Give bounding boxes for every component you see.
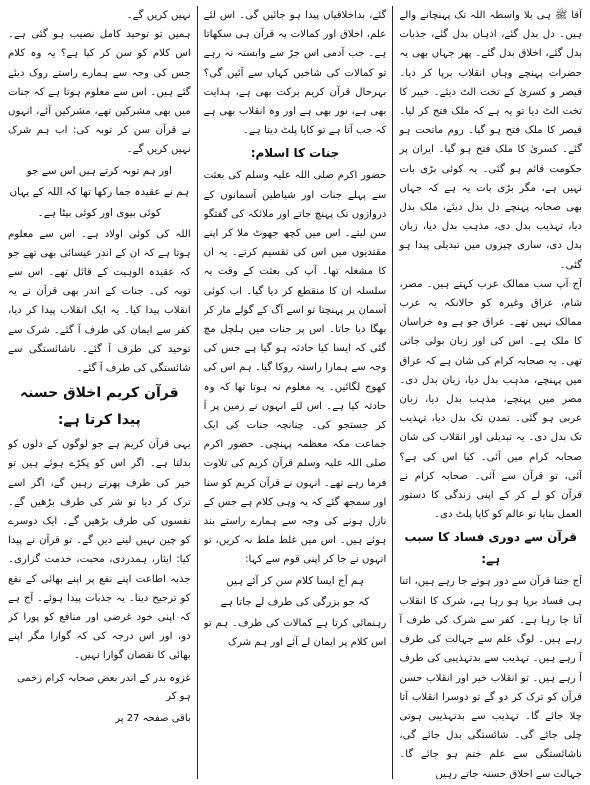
- columns: [8, 6, 582, 779]
- section-heading: قرآن سے دوری فساد کا سبب ہے:: [404, 530, 577, 567]
- quoted-line: کہ جو بزرگی کی طرف لے جاتا ہے: [220, 595, 370, 608]
- column-divider: [392, 6, 393, 779]
- paragraph: آج جتنا قرآن سے دور ہوتے جا رہے ہیں، اتنا ہی فساد برپا ہو رہا ہے، شرک کا انقلاب آتا جا رہا ہے۔ کفر سے شرک کی طرف آ رہے ہیں۔ لوگ علم سے جہالت کی طرف آ رہے ہیں۔ تہذیب سے بدتہذیبی کی طرف آ رہے ہیں۔ تو انقلاب خیر اور انقلاب حسن قرآن کو ترک کر دو گے تو دوسرا انقلاب آتا چلا جائے گا۔ تہذیب سے بدتہذیبی ہوتی چلی جائے گی۔ شائستگی بدل جائے گی، ناشائستگی سے علم ختم ہو جائے گا۔ جہالت سے اخلاق حسنہ جاتے رہیں: [399, 576, 582, 779]
- paragraph: یہی قرآن کریم ہے جو لوگوں کے دلوں کو بدلتا ہے۔ اگر اس کو پکڑے ہوئے ہیں تو خیر کی طرف پھرتے رہیں گے، اگر اسے ترک کر دیا تو شر کی طرف بڑھیں گے۔ نفسوں کی طرف بڑھیں گے۔ ایک دوسرے کو چین نہیں لینے دیں گے۔ تو قرآن نے پیدا کیا: ایثار، ہمدردی، محبت، خدمت گزاری۔ جذبہ اطاعت اپنے نفع پر اپنے بھائی کے نفع کو ترجیح دینا۔ یہ جذبات پیدا ہوئے۔ آج ہے کہ اپنی خود غرضی اور منافع کو پورا کر دو، اور اس درجہ کی کہ گوارا مگر اپنے بھائی کا نقصان گوارا نہیں۔: [7, 439, 191, 662]
- paragraph: حضور اکرم صلی اللہ علیہ وسلم کی بعثت سے پہلے جنات اور شیاطین آسمانوں کے دروازوں تک پہنچ جاتے اور ملائکہ کی گفتگو سن لیتے۔ اس میں کچھ جھوٹ ملا کر اپنے مقتدیوں میں اس کی تقسیم کرتے۔ یہ ان کا مشغلہ تھا۔ آپ کی بعثت کے وقت یہ سلسلہ ان کا منقطع کر دیا گیا۔ اب کوئی آسمان پر پہنچتا تو اسے آگ کے گولے مار کر بھگا دیا جاتا۔ اس پر جنات میں ہلچل مچ گئی کہ ایسا کیا حادثہ ہو گیا ہے جس کی وجہ سے ہمارا راستہ روکا گیا۔ ہم اس کی کھوج لگائیں۔ یہ معلوم نہ ہوتا تھا کہ وہ حادثہ کیا ہے۔ اس لئے انہوں نے زمین پر آ کر جستجو کی۔ چنانچہ جنات کی ایک جماعت مکہ معظمہ پہنچی۔ حضور اکرم صلی اللہ علیہ وسلم قرآن کریم کی تلاوت فرما رہے تھے۔ انہوں نے قرآن کریم کو سنا اور سمجھ گئے کہ یہ وہی کلام ہے جس کے نازل ہونے کی وجہ سے ہمارے راستے بند ہوئے ہیں۔ اس میں غلط ملط نہ کریں، تو انہوں نے جا کر اپنی قوم سے کہا:: [203, 170, 387, 566]
- quoted-line: ہم آج ایسا کلام سن کر آئے ہیں: [226, 574, 364, 587]
- continued-on-page: باقی صفحہ 27 پر: [115, 712, 191, 724]
- quoted-line: ہم نے عقیدہ جما رکھا تھا کہ اللہ کے یہاں: [9, 185, 190, 198]
- paragraph: اللہ کی کوئی اولاد ہے۔ اس سے معلوم ہوتا ہے کہ ان کے اندر عیسائی بھی تھے جو کہ عقیدہ الوہیت کے قائل تھے۔ اس سے توبہ کی۔ جنات کے اندر بھی قرآن نے یہ انقلاب پیدا کیا۔ یہ ایک انقلاب پیدا کر دیا، کفر سے ایمان کی طرف آ گئے۔ شرک سے توحید کی طرف آ گئے۔ ناشائستگی سے شائستگی کی طرف آ گئے۔: [7, 228, 191, 375]
- paragraph: گئے، بداخلاقیاں پیدا ہو جائیں گی۔ اس لئے علم، اخلاق اور کمالات یہ قرآن ہی سکھاتا ہے۔ جب آدمی اس جڑ سے وابستہ نہ رہے تو کمالات کی شاخیں کہاں سے آئیں گی؟ بہرحال قرآن کریم برکت بھی ہے، ہدایت بھی ہے، نور بھی ہے اور وہ انقلاب بھی ہے کہ جب آتا ہے تو کایا پلٹ دیتا ہے۔: [203, 10, 387, 137]
- column-middle: [204, 6, 387, 779]
- paragraph: آقا ﷺ ہی بلا واسطہ اللہ تک پہنچانے والے ہیں۔ دل بدل گئے، اذہان بدل گئے، جذبات بدل گئے، اخلاق بدل گئے۔ پھر جہاں بھی یہ حضرات پہنچے وہاں انقلاب برپا کر دیا۔ قیصر و کسریٰ کے تخت الٹ دیئے۔ خیبر کا تخت الٹ دیا تو یہ ہے کہ ملک فتح کر لیا۔ قیصر کا ملک فتح ہو گیا۔ روم ماتحت ہو گئے۔ کسریٰ کا ملک فتح ہو گیا۔ ایران پر حکومت قائم ہو گئی۔ یہ کوئی بڑی بات نہیں ہے، مگر بڑی بات یہ ہے کہ جہاں بھی صحابہ پہنچے دل بدل دیئے، ملک بدل دیا، تہذیب بدل دی، مذہب بدل دیا، زبان بدل دی، ساری چیزوں میں تبدیلی پیدا ہو گئی۔: [399, 10, 582, 271]
- footer-note: غزوہ بدر کے اندر بعض صحابہ کرام زخمی ہو کر: [16, 672, 191, 702]
- quoted-line: اور ہم توبہ کرتے ہیں اس سے جو: [26, 164, 172, 177]
- section-heading: قرآن کریم اخلاق حسنہ: [20, 385, 179, 402]
- paragraph: نہیں کریں گے۔: [126, 10, 191, 21]
- paragraph: ہمیں تو توحید کامل نصیب ہو گئی ہے۔ اس کلام کو سن کر کیا ہے؟ یہ وہ کلام جس کی وجہ سے ہمارے راستے روک دیئے گئے ہیں۔ اس سے معلوم ہوتا ہے کہ جنات میں بھی مشرکین تھے، مشرکین آئے، انہوں نے قرآن سن کر توبہ کی: اب ہم شرک نہیں کریں گے۔: [7, 29, 191, 156]
- paragraph: آج آپ سب ممالک عرب کہتے ہیں۔ مصر، شام، عراق وغیرہ کو حالانکہ یہ عرب ممالک نہیں تھے۔ عراق جو ہے وہ خراسان کا ملک ہے۔ اس کی اور زبان بولی جاتی تھی۔ یہ صحابہ کرام کی شان ہے کہ عراق میں پہنچے، مذہب بدل دیا، زبان بدل دی۔ مصر میں پہنچے، مذہب بدل دیا، زبان عربی ہو گئی۔ تمدن تک بدل دیا، تہذیب تک بدل دی۔ یہ تبدیلی اور انقلاب کی شان صحابہ کرام میں آئی۔ کیا اس کی ہے؟ آئی، تو قرآن سے آئی۔ صحابہ کرام نے قرآن کو لے کر کے اپنی زندگی کا دستور العمل بنایا تو عالم کو کایا پلٹ دی۔: [399, 278, 582, 521]
- section-heading: جنات کا اسلام:: [250, 146, 340, 161]
- paragraph: رہنمائی کرتا ہے کمالات کی طرف۔ ہم تو اس کلام پر ایمان لے آئے اور ہم شرک: [203, 617, 387, 648]
- section-heading-continued: پیدا کرتا ہے:: [57, 412, 141, 429]
- quoted-line: کوئی بیوی اور کوئی بیٹا ہے۔: [37, 206, 161, 219]
- column-divider: [197, 6, 198, 779]
- column-left: [8, 6, 191, 779]
- column-right: [399, 6, 582, 779]
